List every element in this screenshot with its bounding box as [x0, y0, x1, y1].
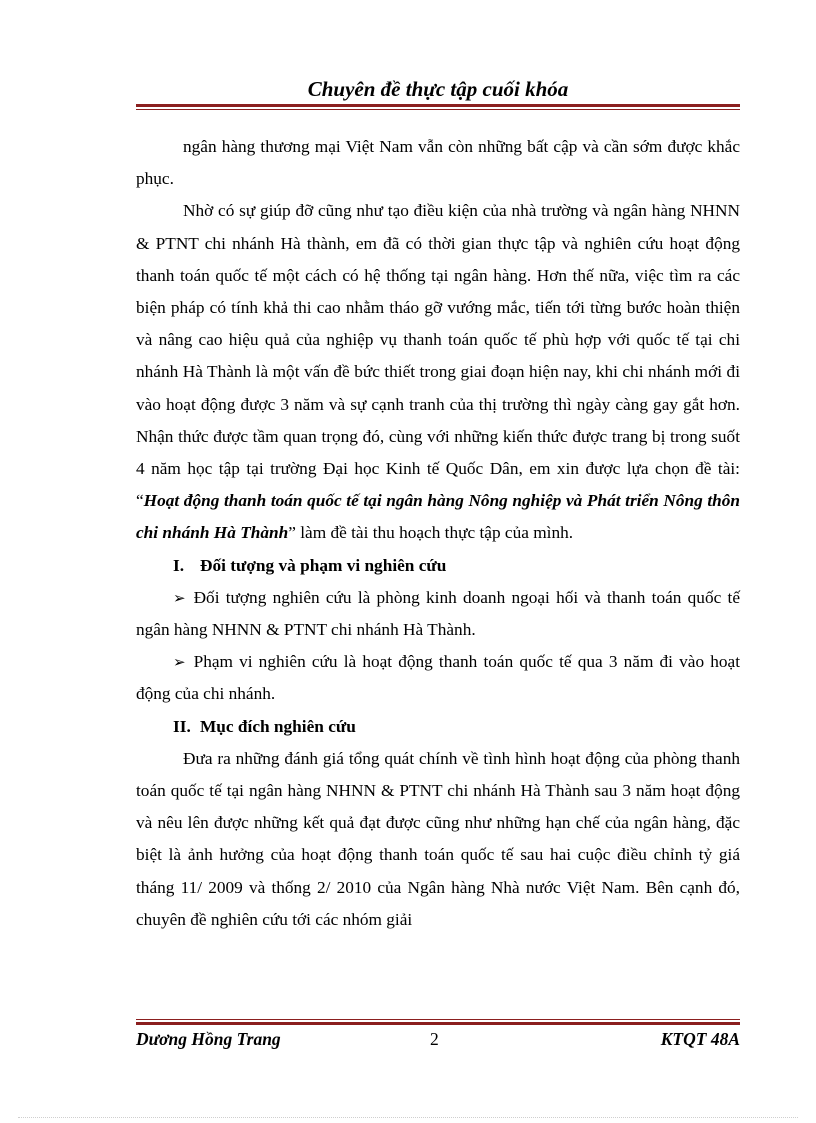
section-number-2: II. [173, 716, 191, 736]
footer-rule-thin [136, 1019, 740, 1020]
section-title-1: Đối tượng và phạm vi nghiên cứu [200, 555, 447, 575]
page-number: 2 [430, 1029, 439, 1049]
page-header-title: Chuyên đề thực tập cuối khóa [307, 77, 569, 101]
paragraph-2 [136, 195, 740, 549]
thesis-topic: Hoạt động thanh toán quốc tế tại ngân hàng Nông nghiệp và Phát triển Nông thôn chi nhánh Hà Thành [136, 491, 740, 543]
section-heading-2 [136, 711, 740, 743]
arrow-bullet-icon: ➢ [173, 653, 186, 672]
bullet-item-2 [136, 646, 740, 710]
section-title-2: Mục đích nghiên cứu [200, 716, 356, 736]
paragraph-1 [136, 131, 740, 195]
footer-author: Dương Hồng Trang [136, 1029, 281, 1049]
section-heading-1 [136, 550, 740, 582]
header-rule-thin [136, 109, 740, 110]
footer-rule [136, 1022, 740, 1025]
paragraph-2-end: ” làm đề tài thu hoạch thực tập của mình. [288, 523, 574, 543]
paragraph-3 [136, 743, 740, 936]
bullet-item-1 [136, 582, 740, 646]
page-footer [136, 1027, 740, 1051]
paragraph-2-text: Nhờ có sự giúp đỡ cũng như tạo điều kiện của nhà trường và ngân hàng NHNN & PTNT chi nhánh Hà thành, em đã có thời gian thực tập và nghiên cứu hoạt động thanh toán quốc tế một cách có hệ thống tại ngân hàng. Hơn thế nữa, việc tìm ra các biện pháp có tính khả thi cao nhằm tháo gỡ vướng mắc, tiến tới từng bước hoàn thiện và nâng cao hiệu quả của nghiệp vụ thanh toán quốc tế phù hợp với quốc tế tại chi nhánh Hà Thành là một vấn đề bức thiết trong giai đoạn hiện nay, khi chi nhánh mới đi vào hoạt động được 3 năm và sự cạnh tranh của thị trường thì ngày càng gay gắt hơn. Nhận thức được tầm quan trọng đó, cùng với những kiến thức được trang bị trong suốt 4 năm học tập tại trường Đại học Kinh tế Quốc Dân, em xin được lựa chọn đề tài: “ [136, 201, 740, 511]
section-number-1: I. [173, 555, 185, 575]
bullet-text-1: Đối tượng nghiên cứu là phòng kinh doanh ngoại hối và thanh toán quốc tế ngân hàng NHNN & PTNT chi nhánh Hà Thành. [136, 587, 740, 640]
document-body [136, 131, 740, 936]
paragraph-3-text: Đưa ra những đánh giá tổng quát chính về tình hình hoạt động của phòng thanh toán quốc tế tại ngân hàng NHNN & PTNT chi nhánh Hà Thành sau 3 năm hoạt động và nêu lên được những kết quả đạt được cũng như những hạn chế của ngân hàng, đặc biệt là ảnh hưởng của hoạt động thanh toán quốc tế sau hai cuộc điều chỉnh tỷ giá tháng 11/ 2009 và thống 2/ 2010 của Ngân hàng Nhà nước Việt Nam. Bên cạnh đó, chuyên đề nghiên cứu tới các nhóm giải [136, 748, 740, 929]
arrow-bullet-icon: ➢ [173, 588, 186, 607]
page-bottom-border [18, 1117, 798, 1118]
bullet-text-2: Phạm vi nghiên cứu là hoạt động thanh toán quốc tế qua 3 năm đi vào hoạt động của chi nhánh. [136, 652, 740, 704]
paragraph-1-text: ngân hàng thương mại Việt Nam vẫn còn những bất cập và cần sớm được khắc phục. [136, 137, 740, 189]
footer-class-code: KTQT 48A [660, 1029, 740, 1049]
header-rule [136, 104, 740, 107]
